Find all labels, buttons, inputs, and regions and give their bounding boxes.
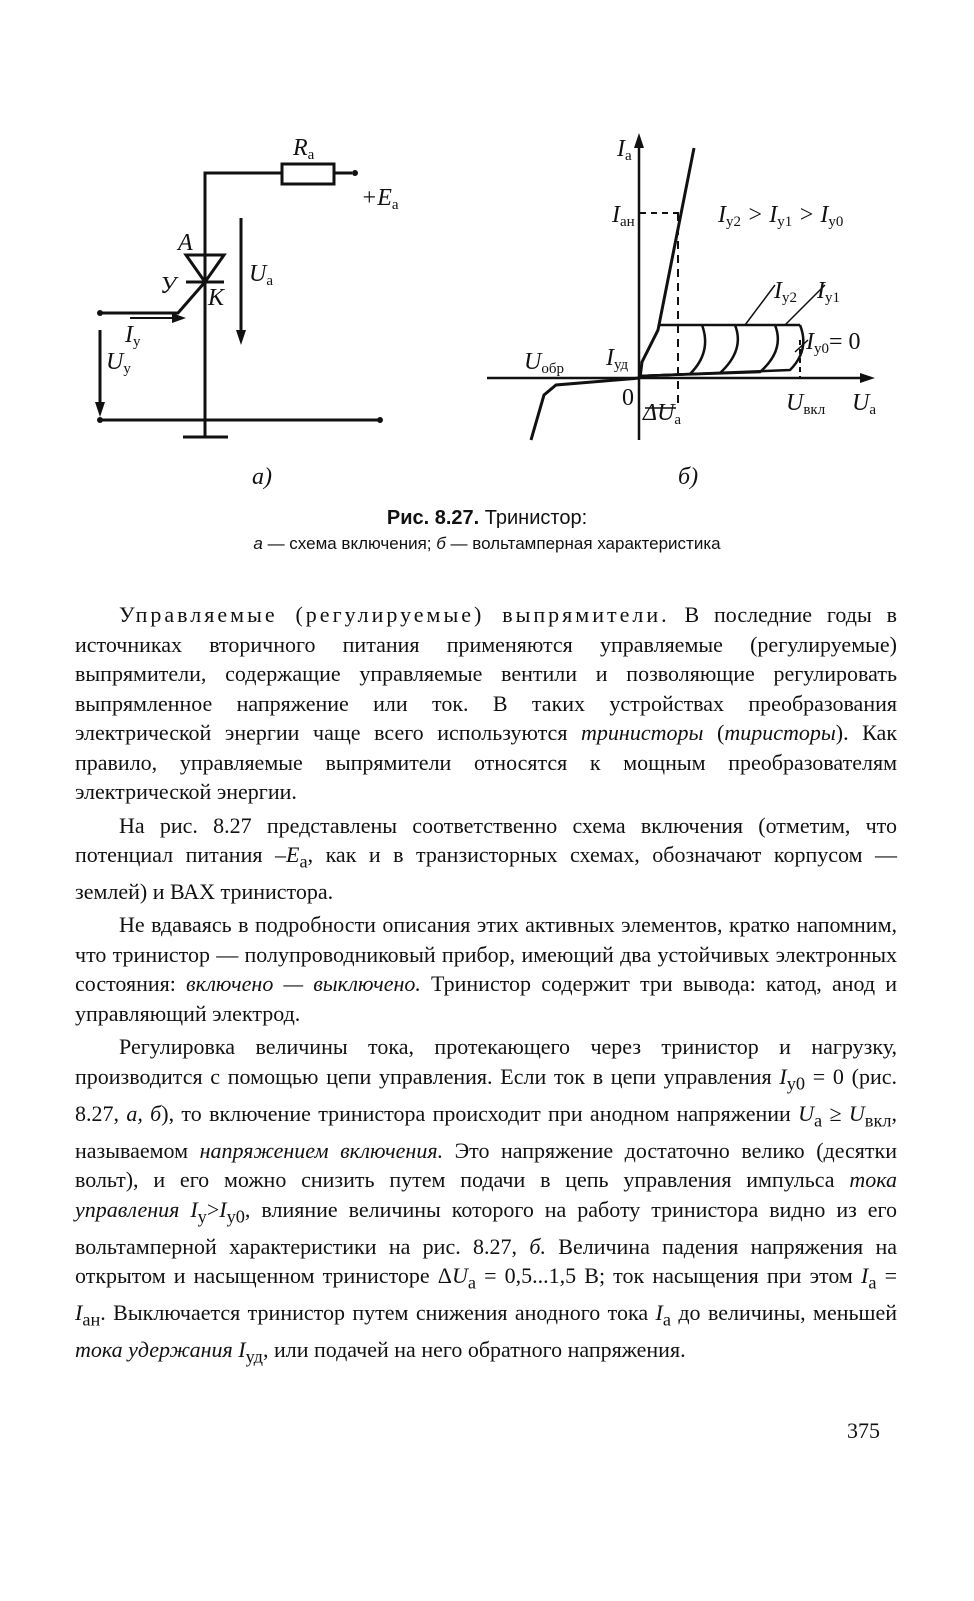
iy0-label: $I_{y0}= 0$ [806,329,861,357]
y-axis-label: $I_a$ [617,136,632,164]
figure-caption-subtitle: а — схема включения; б — вольтамперная характеристика [253,534,721,553]
curve-extra [640,325,705,376]
u-vkl-label: $U_{вкл}$ [786,390,826,418]
relation-label: $I_{y2} > I_{y1} > I_{y0}$ [718,202,844,230]
anode-label: A [178,230,193,256]
iy-arrowhead [172,313,186,323]
figure-caption-title: Рис. 8.27. Тринистор: [386,507,588,529]
terminal-gate [97,310,103,316]
terminal-ground [97,417,103,423]
resistor-label: $R_a$ [293,135,315,163]
resistor-symbol [282,164,334,184]
supply-label: $+E_a$ [361,185,399,213]
curve-iy0 [640,325,803,376]
iy1-label: $I_{y1}$ [817,278,840,306]
page-number: 375 [847,1418,880,1443]
forward-branch [640,148,694,378]
gate-label: У [160,273,177,299]
curve-iy2 [640,325,738,376]
u-obr-label: $U_{обр}$ [524,349,564,377]
body-text [75,600,897,1372]
gate-current-label: $I_y$ [125,322,141,350]
i-ud-label: $I_{уд}$ [606,345,629,373]
gate-wire [100,282,205,313]
ua-arrowhead [236,330,246,345]
curve-iy1 [640,325,778,376]
x-axis-arrowhead [860,373,875,383]
paragraph-3: Не вдаваясь в подробности описания этих активных элементов, кратко напомним, что тринистор — полупроводниковый прибор, имеющий два устойчивых электронных состояния: включено — выключено. Тринистор содержит три вывода: катод, анод и управляющий электрод. [75,912,897,1026]
leader-iy2 [745,285,775,325]
panel-b-label: б) [678,464,699,490]
delta-u-label: $\Delta U_a$ [643,400,682,428]
terminal-supply [352,170,358,176]
origin-label: 0 [622,385,634,411]
paragraph-2: На рис. 8.27 представлены соответственно схема включения (отметим, что потенциал питания $-E_а$, как и в транзисторных схемах, обозначают корпусом — землей) и ВАХ тринистора. [75,812,898,904]
paragraph-1: Управляемые (регулируемые) выпрямители. В последние годы в источниках вторичного питания применяются управляемые (регулируемые) выпрямители, содержащие управляемые вентили и позволяющие регулировать выпрямленное напряжение или ток. В таких устройствах преобразования электрической энергии чаще всего используются тринисторы (тиристоры). Как правило, управляемые выпрямители относятся к мощным преобразователям электрической энергии. [75,602,898,804]
x-axis-label: $U_a$ [852,390,877,418]
paragraph-4: Регулировка величины тока, протекающего через тринистор и нагрузку, производится с помощью цепи управления. Если ток в цепи управления $I_{y0} = 0$ (рис. 8.27, а, б), то включение тринистора происходит при анодном напряжении $U_а \ge U_{вкл}$, называемом напряжением включения. Это напряжение достаточно велико (десятки вольт), и его можно снизить путем подачи в цепь управления импульса тока управления $I_y>I_{y0}$, влияние величины которого на работу тринистора видно из его вольтамперной характеристики на рис. 8.27, б. Величина падения напряжения на открытом и насыщенном тринисторе $\Delta U_а = 0,5...1,5$ В; ток насыщения при этом $I_а = I_{ан}$. Выключается тринистор путем снижения анодного тока $I_а$ до величины, меньшей тока удержания $I_{уд}$, или подачей на него обратного напряжения. [75,1034,898,1367]
cathode-label: K [208,285,225,311]
panel-a-label: а) [252,464,272,490]
gate-voltage-label: $U_y$ [106,349,131,377]
iy2-label: $I_{y2}$ [774,278,797,306]
anode-voltage-label: $U_a$ [249,261,274,289]
ian-label: $I_{ан}$ [612,202,635,230]
uy-arrowhead [95,402,105,417]
figure-8-27 [0,0,974,560]
terminal-output [377,417,383,423]
y-axis-arrowhead [634,133,644,148]
